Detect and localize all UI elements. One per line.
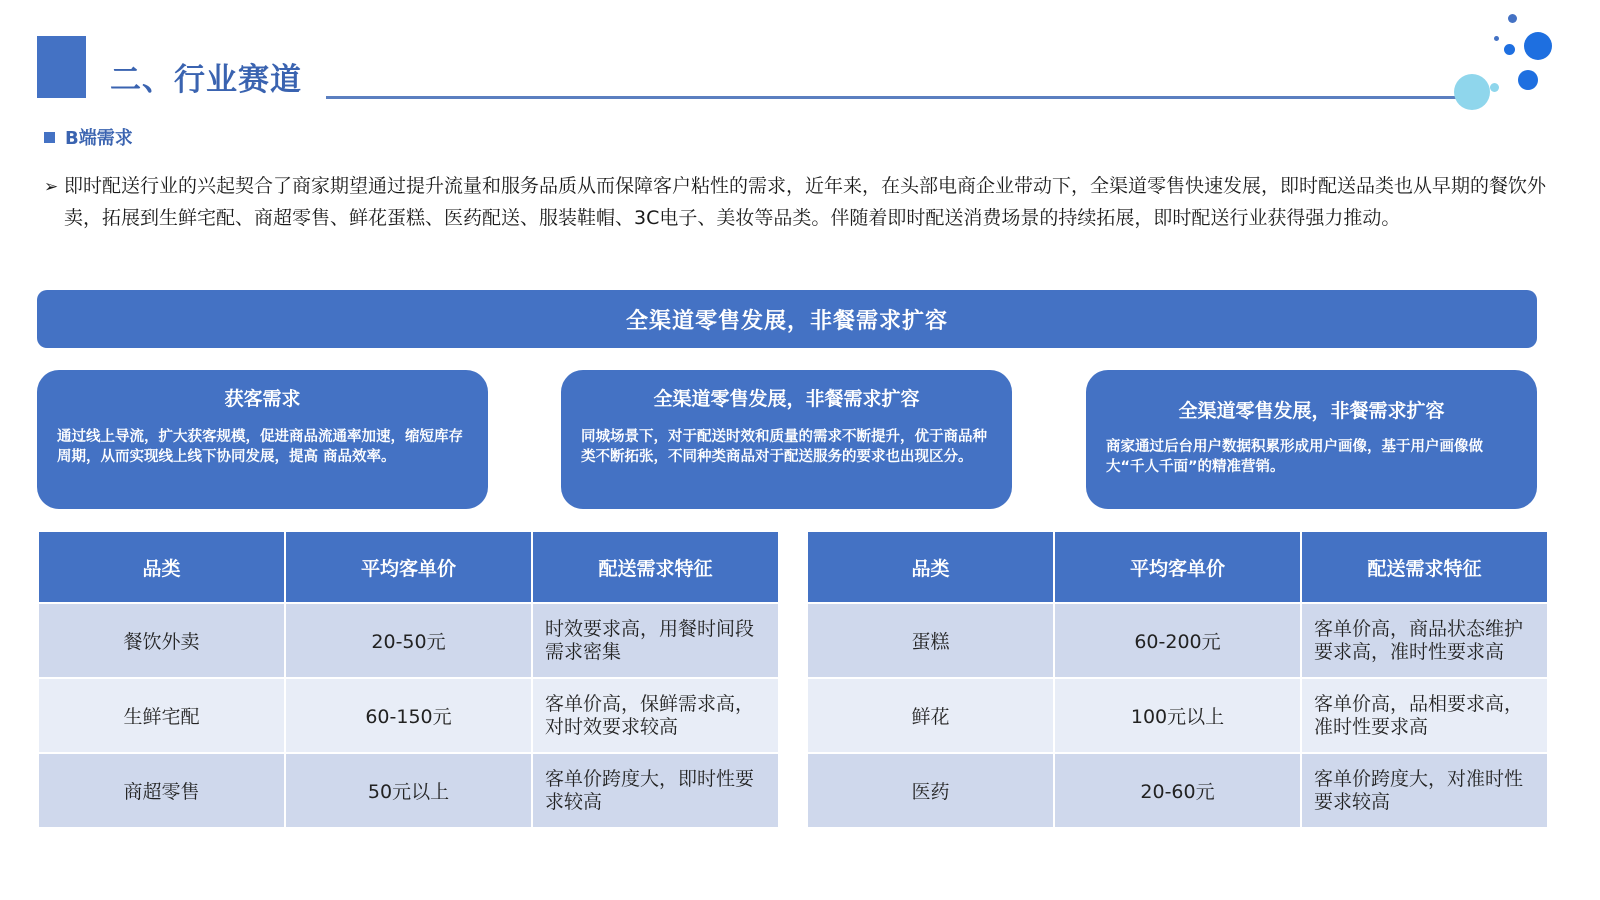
table-row	[807, 753, 1548, 828]
square-bullet-icon	[44, 132, 55, 143]
title-accent-block	[37, 36, 86, 98]
cell-delivery-feature: 客单价高，保鲜需求高，对时效要求较高	[532, 678, 779, 753]
intro-text: 即时配送行业的兴起契合了商家期望通过提升流量和服务品质从而保障客户粘性的需求，近年来，在头部电商企业带动下，全渠道零售快速发展，即时配送品类也从早期的餐饮外卖，拓展到生鲜宅配、商超零售、鲜花蛋糕、医药配送、服装鞋帽、3C电子、美妆等品类。伴随着即时配送消费场景的持续拓展，即时配送行业获得强力推动。	[64, 175, 1547, 229]
table-row	[807, 603, 1548, 678]
header-category: 品类	[807, 531, 1054, 603]
dot-4	[1524, 32, 1552, 60]
table-row	[38, 753, 779, 828]
table-header-row	[38, 531, 779, 603]
table-row	[38, 678, 779, 753]
banner: 全渠道零售发展，非餐需求扩容	[37, 290, 1537, 348]
card-title: 全渠道零售发展，非餐需求扩容	[653, 388, 920, 410]
section-label-text: B端需求	[65, 128, 133, 149]
title-divider	[326, 96, 1486, 99]
dot-1	[1508, 14, 1517, 23]
cell-avg-price: 20-60元	[1054, 753, 1301, 828]
card-title: 全渠道零售发展，非餐需求扩容	[1178, 400, 1445, 422]
cell-delivery-feature: 客单价高，品相要求高，准时性要求高	[1301, 678, 1548, 753]
dot-5	[1518, 70, 1538, 90]
cell-delivery-feature: 客单价跨度大，即时性要求较高	[532, 753, 779, 828]
card-body: 同城场景下，对于配送时效和质量的需求不断提升，优于商品种类不断拓张，不同种类商品对于配送服务的要求也出现区分。	[581, 429, 987, 465]
cell-category: 蛋糕	[807, 603, 1054, 678]
cell-avg-price: 20-50元	[285, 603, 532, 678]
cell-delivery-feature: 客单价跨度大，对准时性要求较高	[1301, 753, 1548, 828]
dot-6	[1490, 83, 1499, 92]
card-title: 获客需求	[224, 388, 301, 410]
table-row	[38, 603, 779, 678]
cell-avg-price: 60-150元	[285, 678, 532, 753]
page-title: 二、行业赛道	[110, 62, 302, 98]
cell-category: 生鲜宅配	[38, 678, 285, 753]
cell-category: 医药	[807, 753, 1054, 828]
category-table-left	[37, 530, 780, 829]
card-body: 通过线上导流，扩大获客规模，促进商品流通率加速，缩短库存周期，从而实现线上线下协同发展，提高 商品效率。	[57, 429, 463, 465]
card-body: 商家通过后台用户数据积累形成用户画像，基于用户画像做大“千人千面”的精准营销。	[1106, 439, 1483, 475]
header-avg-price: 平均客单价	[1054, 531, 1301, 603]
header-delivery-feature: 配送需求特征	[1301, 531, 1548, 603]
section-label	[44, 124, 133, 150]
card-omnichannel-1	[561, 370, 1012, 509]
cell-delivery-feature: 时效要求高，用餐时间段需求密集	[532, 603, 779, 678]
dot-7	[1454, 74, 1490, 110]
header-delivery-feature: 配送需求特征	[532, 531, 779, 603]
card-omnichannel-2	[1086, 370, 1537, 509]
dot-3	[1504, 44, 1515, 55]
header-category: 品类	[38, 531, 285, 603]
intro-paragraph	[44, 170, 1554, 234]
card-customer-acquisition	[37, 370, 488, 509]
cell-delivery-feature: 客单价高，商品状态维护要求高，准时性要求高	[1301, 603, 1548, 678]
header-avg-price: 平均客单价	[285, 531, 532, 603]
arrow-bullet-icon: ➢	[44, 177, 59, 197]
cell-avg-price: 50元以上	[285, 753, 532, 828]
table-header-row	[807, 531, 1548, 603]
cell-category: 鲜花	[807, 678, 1054, 753]
cell-avg-price: 100元以上	[1054, 678, 1301, 753]
cell-category: 商超零售	[38, 753, 285, 828]
category-table-right	[806, 530, 1549, 829]
cell-avg-price: 60-200元	[1054, 603, 1301, 678]
decorative-dots	[1490, 10, 1600, 120]
cell-category: 餐饮外卖	[38, 603, 285, 678]
dot-2	[1494, 36, 1499, 41]
table-row	[807, 678, 1548, 753]
